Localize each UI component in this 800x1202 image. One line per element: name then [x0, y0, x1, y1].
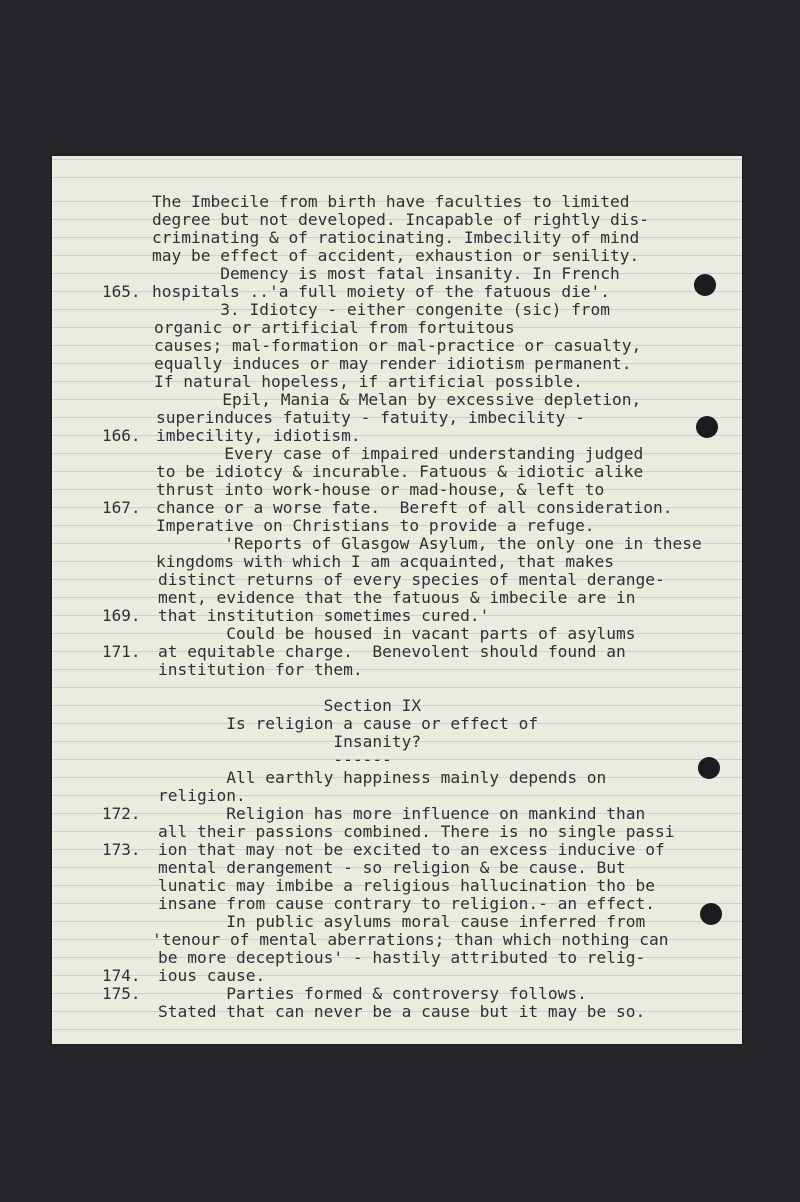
punch-hole-2 [696, 416, 718, 438]
text-line: Stated that can never be a cause but it may be so. [158, 1002, 646, 1021]
text-line: ------ [158, 750, 392, 769]
punch-hole-4 [700, 903, 722, 925]
text-line: distinct returns of every species of mental derange- [158, 570, 665, 589]
text-line: Epil, Mania & Melan by excessive depletion, [154, 390, 642, 409]
text-line: ment, evidence that the fatuous & imbecile are in [158, 588, 636, 607]
text-line: If natural hopeless, if artificial possible. [154, 372, 583, 391]
margin-number: 166. [102, 426, 141, 445]
text-line: lunatic may imbibe a religious hallucination tho be [158, 876, 656, 895]
text-line: superinduces fatuity - fatuity, imbecility - [156, 408, 585, 427]
text-line: degree but not developed. Incapable of rightly dis- [152, 210, 650, 229]
text-line: thrust into work-house or mad-house, & left to [156, 480, 605, 499]
text-line: to be idiotcy & incurable. Fatuous & idiotic alike [156, 462, 644, 481]
text-line: causes; mal-formation or mal-practice or casualty, [154, 336, 642, 355]
text-line: ion that may not be excited to an excess inducive of [158, 840, 665, 859]
text-line: imbecility, idiotism. [156, 426, 361, 445]
text-line: Is religion a cause or effect of [158, 714, 539, 733]
text-line: be more deceptious' - hastily attributed to relig- [158, 948, 646, 967]
text-line: may be effect of accident, exhaustion or senility. [152, 246, 640, 265]
margin-number: 173. [102, 840, 141, 859]
text-line: equally induces or may render idiotism permanent. [154, 354, 632, 373]
text-line: criminating & of ratiocinating. Imbecility of mind [152, 228, 640, 247]
typed-page [52, 156, 742, 1044]
text-line: insane from cause contrary to religion.- an effect. [158, 894, 656, 913]
text-line: Demency is most fatal insanity. In French [152, 264, 620, 283]
text-line: religion. [158, 786, 246, 805]
text-line: institution for them. [158, 660, 363, 679]
text-line: The Imbecile from birth have faculties to limited [152, 192, 630, 211]
text-line: at equitable charge. Benevolent should found an [158, 642, 626, 661]
margin-number: 175. [102, 984, 141, 1003]
text-line: 3. Idiotcy - either congenite (sic) from [152, 300, 611, 319]
text-line: Insanity? [158, 732, 422, 751]
text-line: kingdoms with which I am acquainted, that makes [156, 552, 615, 571]
text-line: ious cause. [158, 966, 266, 985]
margin-number: 167. [102, 498, 141, 517]
text-line: chance or a worse fate. Bereft of all consideration. [156, 498, 673, 517]
text-line: hospitals ..'a full moiety of the fatuous die'. [152, 282, 611, 301]
text-line: Religion has more influence on mankind than [158, 804, 646, 823]
punch-hole-3 [698, 757, 720, 779]
punch-hole-1 [694, 274, 716, 296]
text-line: that institution sometimes cured.' [158, 606, 490, 625]
text-line: Section IX [158, 696, 422, 715]
text-line: Could be housed in vacant parts of asylums [158, 624, 636, 643]
margin-number: 171. [102, 642, 141, 661]
margin-number: 165. [102, 282, 141, 301]
text-line: mental derangement - so religion & be cause. But [158, 858, 626, 877]
text-line: All earthly happiness mainly depends on [158, 768, 607, 787]
text-line: Parties formed & controversy follows. [158, 984, 587, 1003]
margin-number: 169. [102, 606, 141, 625]
text-line: organic or artificial from fortuitous [154, 318, 515, 337]
text-line: all their passions combined. There is no single passi [158, 822, 675, 841]
text-line: 'Reports of Glasgow Asylum, the only one in these [156, 534, 702, 553]
margin-number: 172. [102, 804, 141, 823]
text-line: Every case of impaired understanding judged [156, 444, 644, 463]
text-line: Imperative on Christians to provide a refuge. [156, 516, 595, 535]
margin-number: 174. [102, 966, 141, 985]
text-line: 'tenour of mental aberrations; than which nothing can [152, 930, 669, 949]
text-line: In public asylums moral cause inferred from [158, 912, 646, 931]
